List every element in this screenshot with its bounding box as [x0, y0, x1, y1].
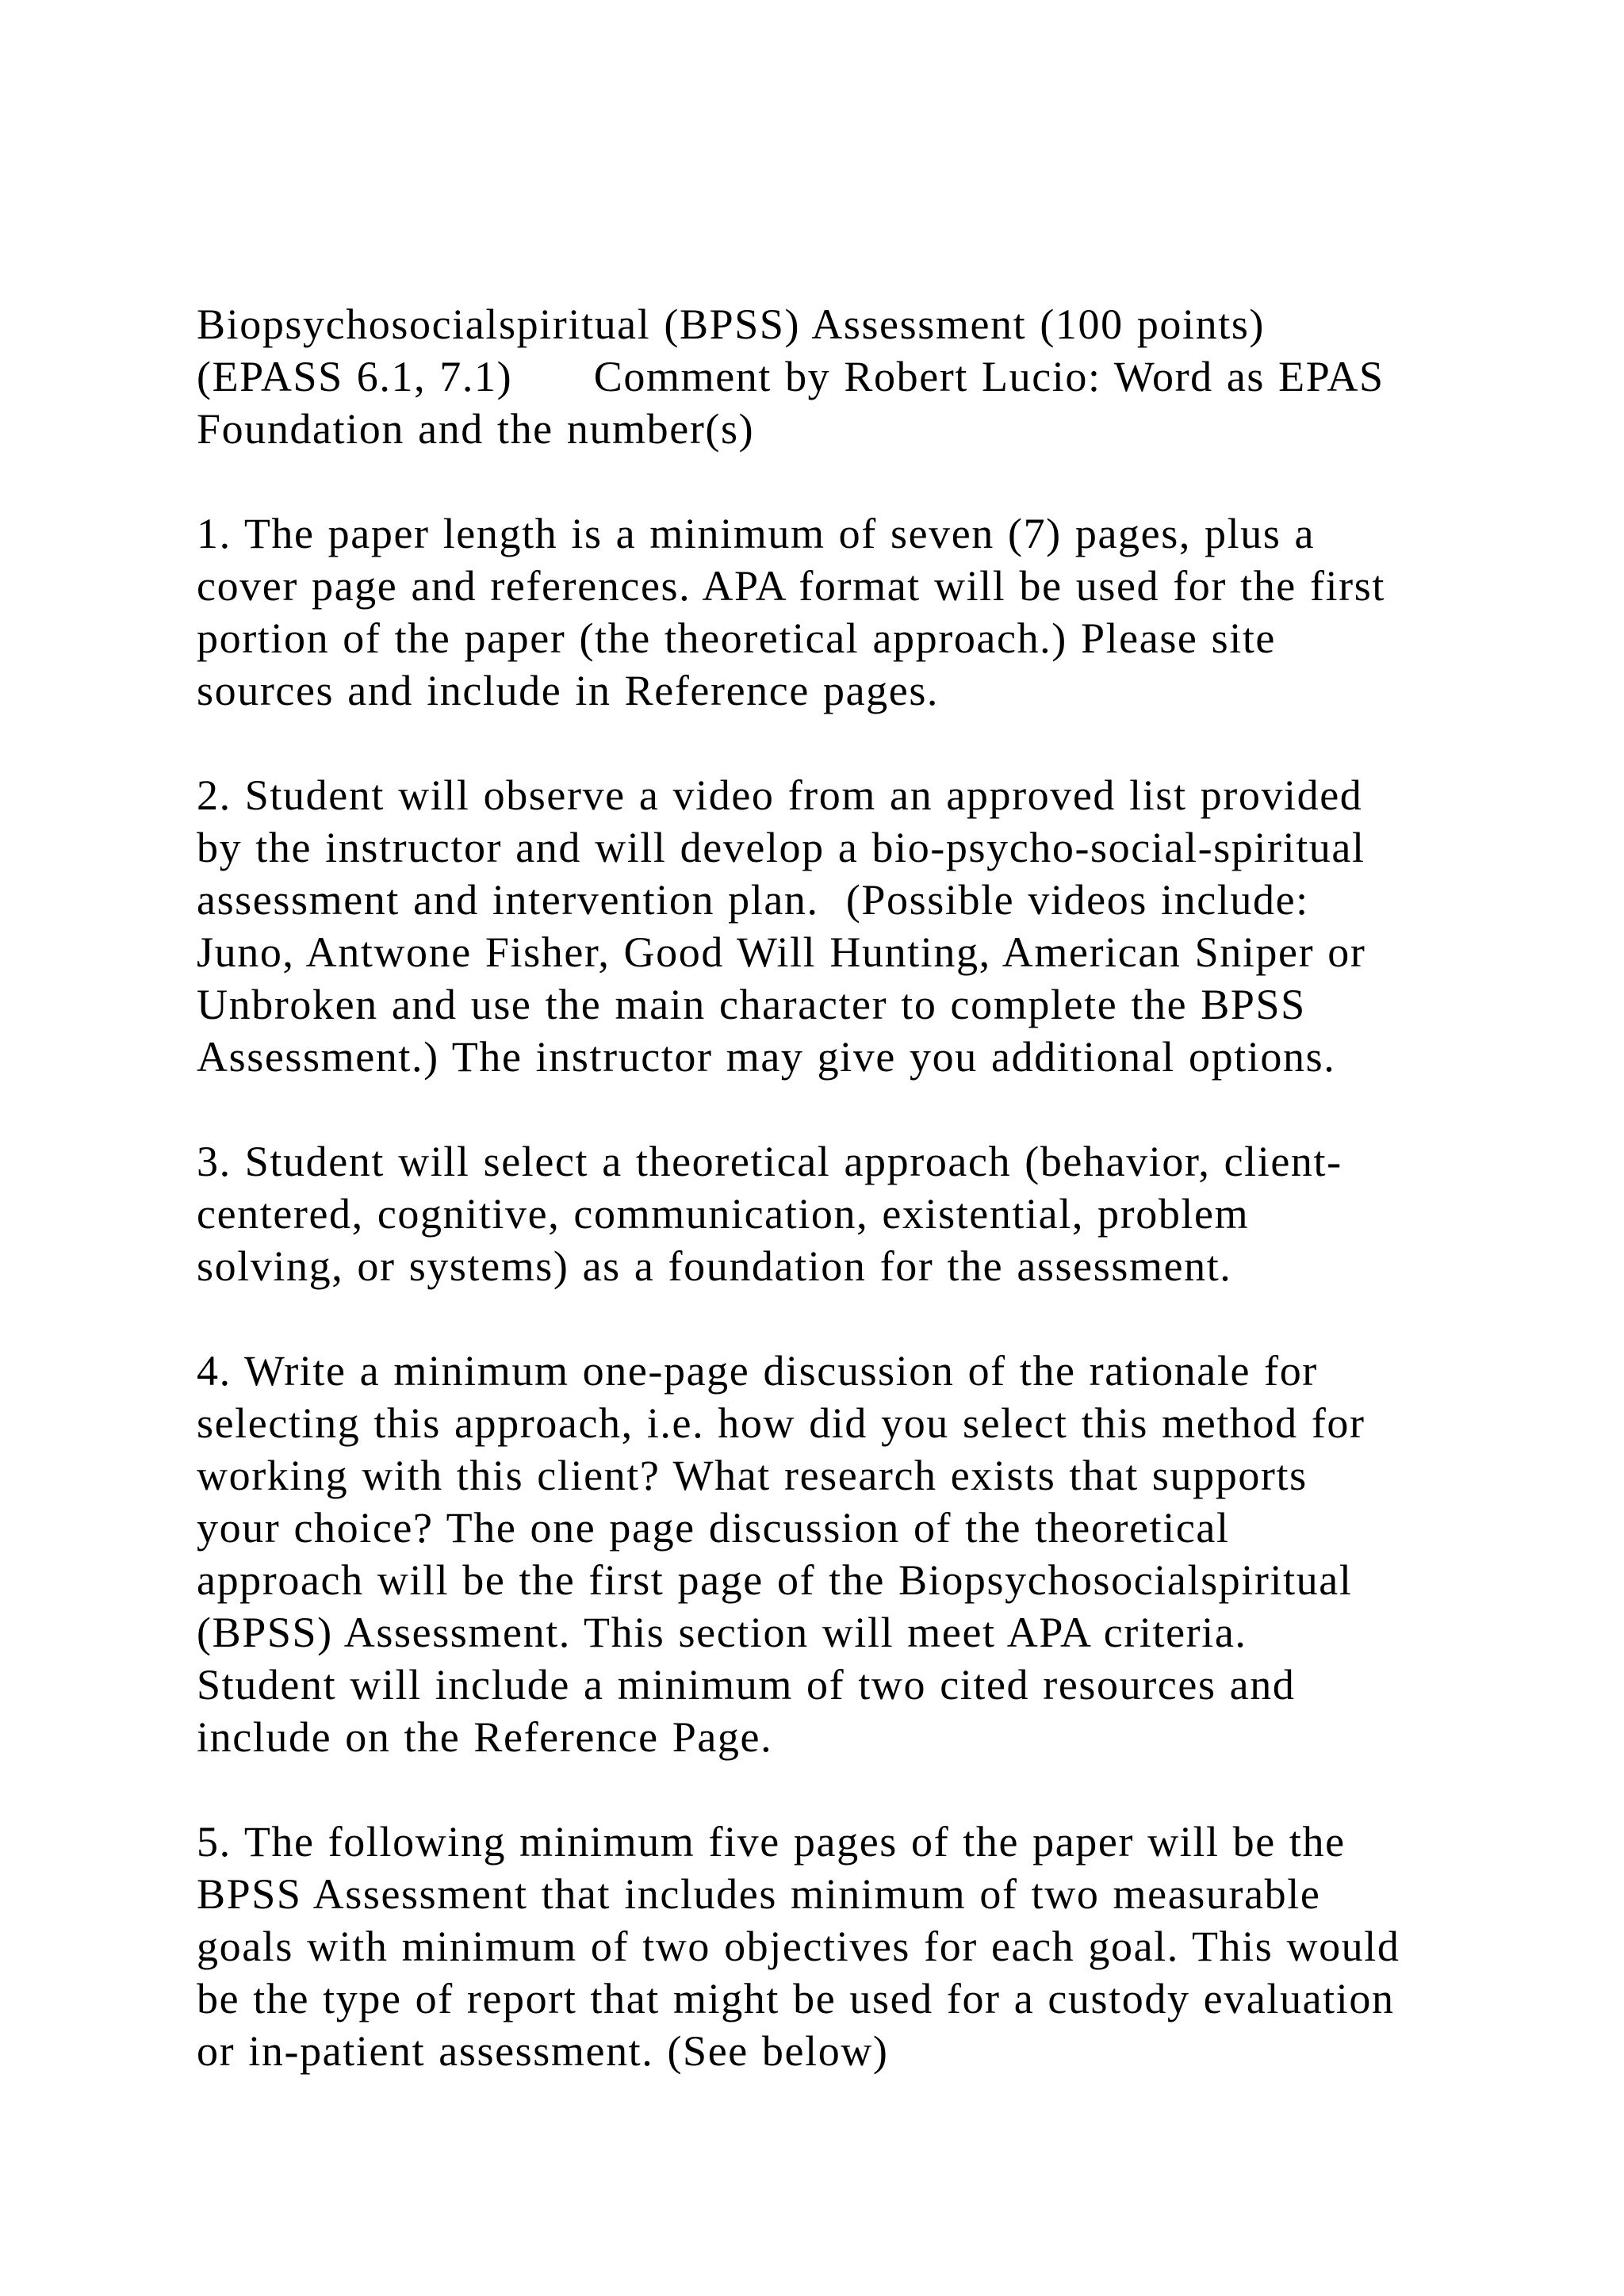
requirement-item-3: [197, 1135, 1497, 1292]
item-2-line: Assessment.) The instructor may give you additional options.: [197, 1033, 1336, 1081]
item-5-line: 5. The following minimum five pages of the paper will be the: [197, 1818, 1346, 1866]
requirement-item-1: [197, 507, 1497, 717]
requirement-item-2: [197, 769, 1497, 1083]
item-2-line: Unbroken and use the main character to complete the BPSS: [197, 981, 1306, 1028]
item-4-line: working with this client? What research exists that supports: [197, 1452, 1308, 1499]
item-4-line: your choice? The one page discussion of the theoretical: [197, 1504, 1230, 1552]
item-5-line: or in-patient assessment. (See below): [197, 2027, 889, 2075]
heading-comment-line: (EPASS 6.1, 7.1) Comment by Robert Lucio: Word as EPAS: [197, 353, 1385, 400]
item-5-line: goals with minimum of two objectives for each goal. This would: [197, 1923, 1400, 1970]
heading-title-line: Biopsychosocialspiritual (BPSS) Assessment (100 points): [197, 300, 1266, 348]
item-3-line: 3. Student will select a theoretical approach (behavior, client-: [197, 1138, 1342, 1185]
item-2-line: Juno, Antwone Fisher, Good Will Hunting, American Sniper or: [197, 928, 1366, 976]
item-1-line: sources and include in Reference pages.: [197, 667, 940, 714]
document-body: [197, 298, 1497, 2130]
item-1-line: portion of the paper (the theoretical approach.) Please site: [197, 614, 1276, 662]
item-4-line: include on the Reference Page.: [197, 1713, 773, 1761]
item-5-line: be the type of report that might be used for a custody evaluation: [197, 1975, 1395, 2022]
item-2-line: assessment and intervention plan. (Possible videos include:: [197, 876, 1309, 924]
item-2-line: by the instructor and will develop a bio-psycho-social-spiritual: [197, 824, 1365, 871]
document-heading: [197, 298, 1497, 455]
heading-comment-continuation-line: Foundation and the number(s): [197, 405, 755, 453]
item-4-line: selecting this approach, i.e. how did you select this method for: [197, 1399, 1365, 1447]
item-5-line: BPSS Assessment that includes minimum of two measurable: [197, 1870, 1321, 1918]
item-4-line: approach will be the first page of the Biopsychosocialspiritual: [197, 1556, 1353, 1604]
item-4-line: Student will include a minimum of two cited resources and: [197, 1661, 1296, 1709]
item-1-line: 1. The paper length is a minimum of seven (7) pages, plus a: [197, 510, 1316, 557]
item-1-line: cover page and references. APA format will be used for the first: [197, 562, 1385, 610]
item-3-line: centered, cognitive, communication, existential, problem: [197, 1190, 1250, 1238]
item-4-line: (BPSS) Assessment. This section will meet APA criteria.: [197, 1609, 1247, 1656]
item-3-line: solving, or systems) as a foundation for the assessment.: [197, 1242, 1232, 1290]
requirement-item-5: [197, 1816, 1497, 2077]
item-2-line: 2. Student will observe a video from an approved list provided: [197, 771, 1363, 819]
item-4-line: 4. Write a minimum one-page discussion of the rationale for: [197, 1347, 1318, 1395]
requirement-item-4: [197, 1345, 1497, 1763]
